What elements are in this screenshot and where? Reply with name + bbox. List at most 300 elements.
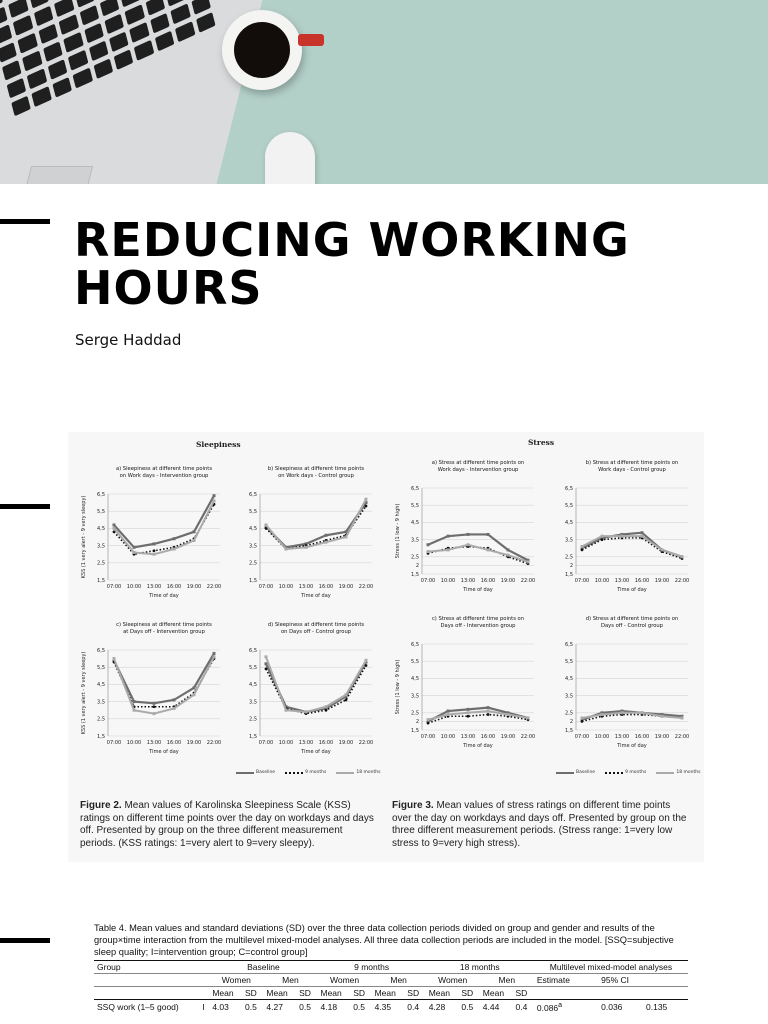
x-tick-label: 19:00: [654, 578, 670, 584]
data-point: [681, 716, 684, 719]
cell: 4.27: [266, 1001, 283, 1012]
series-line: [266, 503, 366, 548]
x-tick-label: 16:00: [480, 578, 496, 584]
x-tick-label: 13:00: [298, 740, 314, 746]
x-tick-label: 07:00: [106, 740, 122, 746]
legend-label: 18 months: [676, 770, 701, 775]
key-icon: [150, 13, 170, 34]
key-icon: [84, 23, 104, 44]
x-tick-label: 19:00: [654, 734, 670, 740]
data-point: [213, 499, 216, 502]
data-point: [581, 545, 584, 548]
cell: 4.03: [212, 1001, 229, 1012]
y-tick-label: 1,5: [565, 571, 573, 578]
data-point: [173, 698, 176, 701]
x-tick-label: 19:00: [186, 584, 202, 590]
results-table: [94, 960, 688, 1014]
x-tick-label: 22:00: [358, 740, 374, 746]
key-icon: [0, 42, 17, 63]
legend-right: [556, 770, 700, 775]
data-point: [133, 551, 136, 554]
line-chart: [228, 460, 378, 612]
x-tick-label: 19:00: [186, 740, 202, 746]
x-tick-label: 07:00: [258, 584, 274, 590]
cup-handle: [298, 34, 324, 46]
x-tick-label: 19:00: [338, 584, 354, 590]
data-point: [601, 538, 604, 541]
data-point: [153, 553, 156, 556]
series-line: [114, 657, 214, 714]
y-tick-label: 4,5: [249, 526, 257, 533]
y-axis-label: Stress (1 low - 9 high): [395, 659, 401, 715]
y-tick-label: 4,5: [565, 520, 573, 527]
chart-title: Days off - Intervention group: [440, 623, 516, 629]
y-tick-label: 5,5: [249, 509, 257, 515]
legend-item: [656, 770, 700, 775]
key-icon: [68, 50, 88, 71]
key-icon: [7, 78, 27, 99]
key-icon: [79, 5, 99, 26]
y-tick-label: 1,5: [411, 727, 419, 734]
x-tick-label: 13:00: [614, 578, 630, 584]
line-chart: [76, 616, 226, 768]
x-tick-label: 13:00: [460, 734, 476, 740]
series-line: [428, 546, 528, 563]
data-point: [487, 548, 490, 551]
legend-item: [556, 770, 595, 775]
table-header-row: [94, 987, 688, 1000]
data-point: [467, 711, 470, 714]
y-tick-label: 1,5: [411, 571, 419, 578]
data-point: [681, 555, 684, 558]
key-icon: [11, 95, 31, 116]
x-tick-label: 07:00: [258, 740, 274, 746]
y-tick-label: 1,5: [97, 733, 105, 740]
x-tick-label: 10:00: [440, 578, 456, 584]
cell: 0.4: [515, 1001, 528, 1012]
y-tick-label: 4,5: [411, 520, 419, 527]
key-icon: [134, 40, 154, 61]
data-point: [305, 710, 308, 713]
data-point: [113, 523, 116, 526]
cell: 0.5: [299, 1001, 311, 1012]
key-icon: [196, 12, 216, 33]
x-tick-label: 16:00: [166, 584, 182, 590]
data-point: [487, 533, 490, 536]
estimate-sup: a: [558, 1001, 563, 1009]
y-tick-label: 3,5: [97, 699, 105, 706]
legend-label: 9 months: [305, 770, 327, 775]
data-point: [365, 659, 368, 662]
y-tick-label: 2,5: [565, 554, 573, 561]
caption-text: Mean values of Karolinska Sleepiness Scale (KSS) ratings on different time points over the day on workdays and days off. Presented by group on the three different measurement periods. (KSS ratings: 1=very alert to 9=very sleepy).: [80, 800, 374, 849]
data-point: [113, 657, 116, 660]
key-icon: [171, 4, 191, 25]
x-tick-label: 16:00: [318, 584, 334, 590]
sleepiness-heading: Sleepiness: [196, 440, 241, 449]
y-tick-label: 2: [569, 719, 573, 726]
author-name: Serge Haddad: [75, 331, 182, 349]
x-tick-label: 10:00: [126, 584, 142, 590]
header-baseline: Baseline: [209, 961, 317, 974]
y-tick-label: 3,5: [565, 693, 573, 700]
data-point: [641, 711, 644, 714]
cell: 0.5: [353, 1001, 366, 1012]
data-point: [507, 548, 510, 551]
row-label: SSQ work (1–5 good): [97, 1001, 179, 1012]
header-stat: Mean: [318, 987, 351, 1000]
y-tick-label: 4,5: [411, 676, 419, 683]
header-gender: Women: [209, 974, 263, 987]
data-point: [305, 546, 308, 549]
x-tick-label: 16:00: [634, 734, 650, 740]
divider-line: [0, 219, 50, 224]
cell: 0.5: [461, 1001, 474, 1012]
x-tick-label: 13:00: [614, 734, 630, 740]
x-tick-label: 07:00: [574, 734, 590, 740]
x-tick-label: 19:00: [500, 578, 516, 584]
y-tick-label: 2: [415, 563, 419, 570]
chart-title: on Days off - Control group: [280, 629, 352, 635]
data-point: [427, 543, 430, 546]
data-point: [133, 546, 136, 549]
cell: 4.18: [320, 1001, 338, 1012]
data-point: [621, 711, 624, 714]
header-9-months: 9 months: [318, 961, 426, 974]
data-point: [285, 709, 288, 712]
y-tick-label: 3,5: [249, 543, 257, 550]
cell: 4.35: [374, 1001, 392, 1012]
legend-item: [236, 770, 275, 775]
stress-heading: Stress: [528, 438, 555, 447]
caption-text: Mean values of stress ratings on different time points over the day on workdays and days off. Presented by group on the three different measurement periods. (Stress range: 1=very low stress to 9=very high stress).: [392, 800, 687, 849]
data-point: [447, 713, 450, 716]
x-tick-label: 13:00: [460, 578, 476, 584]
x-tick-label: 10:00: [278, 740, 294, 746]
y-tick-label: 5,5: [565, 659, 573, 665]
key-icon: [22, 51, 42, 72]
y-tick-label: 2,5: [411, 710, 419, 717]
y-tick-label: 5,5: [411, 659, 419, 665]
ci-low: 0.036: [601, 1001, 623, 1012]
header-gender: Women: [318, 974, 372, 987]
data-point: [153, 705, 156, 708]
data-point: [581, 720, 584, 723]
y-tick-label: 6,5: [411, 641, 419, 648]
x-tick-label: 10:00: [440, 734, 456, 740]
data-point: [133, 700, 136, 703]
cell: 0.5: [245, 1001, 257, 1012]
x-tick-label: 10:00: [594, 734, 610, 740]
y-tick-label: 2,5: [249, 560, 257, 567]
chart-title: b) Sleepiness at different time points: [267, 466, 365, 472]
figure3-caption: [392, 800, 692, 850]
header-stat: Mean: [372, 987, 405, 1000]
line-chart: [544, 454, 694, 606]
chart-title: on Work days - Control group: [278, 473, 354, 479]
key-icon: [89, 41, 109, 62]
header-stat: Mean: [426, 987, 459, 1000]
header-stat: Mean: [263, 987, 296, 1000]
data-point: [661, 548, 664, 551]
data-point: [581, 549, 584, 552]
line-chart: [76, 460, 226, 612]
data-point: [601, 713, 604, 716]
data-point: [365, 664, 368, 667]
cell: 4.44: [482, 1001, 500, 1012]
data-point: [173, 537, 176, 540]
series-line: [428, 711, 528, 720]
chart-title: d) Stress at different time points on: [585, 616, 679, 622]
data-point: [153, 712, 156, 715]
data-point: [213, 655, 216, 658]
y-tick-label: 6,5: [565, 641, 573, 648]
y-axis-label: Stress (1 low - 9 high): [395, 503, 401, 559]
key-icon: [130, 22, 150, 43]
key-icon: [0, 24, 13, 45]
data-point: [447, 548, 450, 551]
key-icon: [18, 33, 38, 54]
data-point: [641, 531, 644, 534]
x-tick-label: 22:00: [674, 734, 690, 740]
series-line: [114, 501, 214, 554]
key-icon: [175, 21, 195, 42]
data-point: [487, 710, 490, 713]
key-icon: [59, 14, 79, 35]
x-tick-label: 16:00: [166, 740, 182, 746]
header-estimate: Estimate: [534, 974, 598, 987]
x-tick-label: 07:00: [106, 584, 122, 590]
x-tick-label: 22:00: [520, 734, 536, 740]
data-point: [153, 549, 156, 552]
y-axis-label: KSS (1 very alert - 9 very sleepy): [81, 651, 87, 735]
data-point: [265, 655, 268, 658]
header-ci: 95% CI: [598, 974, 688, 987]
data-point: [621, 535, 624, 538]
legend-item: [336, 770, 380, 775]
header-stat: SD: [242, 987, 263, 1000]
chart-title: c) Stress at different time points on: [431, 616, 525, 622]
y-tick-label: 2,5: [411, 554, 419, 561]
page-title: REDUCING WORKING HOURS: [74, 213, 630, 315]
header-18-months: 18 months: [426, 961, 534, 974]
x-axis-label: Time of day: [463, 587, 493, 593]
x-tick-label: 19:00: [338, 740, 354, 746]
line-chart: [228, 616, 378, 768]
legend-label: Baseline: [256, 770, 276, 775]
data-point: [173, 548, 176, 551]
chart-title: on Work days - Intervention group: [119, 473, 209, 479]
data-point: [345, 698, 348, 701]
keyboard-icon: [0, 0, 224, 147]
data-point: [427, 718, 430, 721]
key-icon: [54, 0, 74, 17]
key-icon: [48, 59, 68, 80]
x-axis-label: Time of day: [463, 743, 493, 749]
x-tick-label: 07:00: [420, 578, 436, 584]
key-icon: [32, 86, 52, 107]
header-stat: SD: [350, 987, 371, 1000]
data-point: [581, 716, 584, 719]
key-icon: [109, 31, 129, 52]
key-icon: [73, 68, 93, 89]
header-stat: SD: [512, 987, 533, 1000]
estimate-value: 0.086: [536, 1002, 559, 1013]
x-tick-label: 22:00: [674, 578, 690, 584]
estimate-cell: [534, 1000, 598, 1014]
y-tick-label: 2: [569, 563, 573, 570]
y-tick-label: 6,5: [249, 647, 257, 654]
x-tick-label: 10:00: [126, 740, 142, 746]
y-tick-label: 6,5: [565, 485, 573, 492]
y-tick-label: 3,5: [565, 537, 573, 544]
x-tick-label: 07:00: [420, 734, 436, 740]
y-tick-label: 5,5: [97, 665, 105, 671]
header-stat: Mean: [209, 987, 242, 1000]
line-chart: [390, 454, 540, 606]
data-point: [325, 534, 328, 537]
data-point: [193, 693, 196, 696]
legend-item: [605, 770, 646, 775]
x-axis-label: Time of day: [301, 593, 331, 599]
y-tick-label: 5,5: [565, 503, 573, 509]
data-point: [133, 709, 136, 712]
key-icon: [52, 77, 72, 98]
data-point: [507, 713, 510, 716]
key-icon: [93, 58, 113, 79]
chart-title: Work days - Control group: [598, 467, 666, 473]
data-point: [427, 722, 430, 725]
x-tick-label: 16:00: [634, 578, 650, 584]
y-tick-label: 4,5: [97, 526, 105, 533]
y-tick-label: 4,5: [249, 682, 257, 689]
data-point: [113, 527, 116, 530]
chart-title: b) Stress at different time points on: [585, 460, 679, 466]
x-axis-label: Time of day: [149, 593, 179, 599]
header-gender: Men: [480, 974, 534, 987]
key-icon: [2, 60, 22, 81]
chart-title: a) Stress at different time points on: [431, 460, 525, 466]
x-axis-label: Time of day: [617, 743, 647, 749]
x-axis-label: Time of day: [149, 749, 179, 755]
header-stat: SD: [404, 987, 425, 1000]
data-point: [285, 548, 288, 551]
key-icon: [155, 31, 175, 52]
header-stat: SD: [458, 987, 479, 1000]
key-icon: [125, 4, 145, 25]
header-gender: Men: [263, 974, 317, 987]
header-mixed-model: Multilevel mixed-model analyses: [534, 961, 688, 974]
data-point: [487, 713, 490, 716]
data-point: [345, 536, 348, 539]
key-icon: [38, 23, 58, 44]
divider-line: [0, 938, 50, 943]
legend-left: [236, 770, 380, 775]
results-table-block: [94, 922, 688, 1014]
data-point: [193, 539, 196, 542]
data-point: [325, 541, 328, 544]
x-tick-label: 13:00: [298, 584, 314, 590]
header-stat: Mean: [480, 987, 513, 1000]
y-tick-label: 3,5: [97, 543, 105, 550]
header-group: Group: [94, 961, 199, 974]
table-header-row: [94, 974, 688, 987]
y-tick-label: 6,5: [249, 491, 257, 498]
y-tick-label: 6,5: [97, 647, 105, 654]
data-point: [601, 535, 604, 538]
row-group: I: [202, 1001, 205, 1012]
ci-high: 0.135: [646, 1001, 668, 1012]
data-point: [365, 505, 368, 508]
data-point: [467, 715, 470, 718]
x-tick-label: 16:00: [480, 734, 496, 740]
data-point: [265, 523, 268, 526]
x-tick-label: 07:00: [574, 578, 590, 584]
chart-title: at Days off - Intervention group: [123, 629, 205, 635]
data-point: [467, 708, 470, 711]
y-tick-label: 2,5: [249, 716, 257, 723]
coffee-cup-icon: [222, 10, 302, 90]
y-tick-label: 3,5: [249, 699, 257, 706]
y-tick-label: 1,5: [249, 733, 257, 740]
chart-title: Work days - Intervention group: [437, 467, 519, 473]
data-point: [193, 686, 196, 689]
data-point: [265, 662, 268, 665]
legend-label: 9 months: [625, 770, 647, 775]
chart-title: a) Sleepiness at different time points: [115, 466, 213, 472]
x-tick-label: 22:00: [206, 584, 222, 590]
caption-label: Figure 3.: [392, 800, 434, 811]
x-tick-label: 10:00: [594, 578, 610, 584]
data-point: [467, 533, 470, 536]
y-tick-label: 4,5: [97, 682, 105, 689]
y-tick-label: 2,5: [565, 710, 573, 717]
table-caption: Table 4. Mean values and standard deviations (SD) over the three data collection periods divided on group and gender and results of the group×time interaction from the multilevel mixed-model analyses. All three data collection periods are included in the model. [SSQ=subjective sleep quality; I=intervention group; C=control group]: [94, 923, 674, 957]
legend-label: 18 months: [356, 770, 381, 775]
y-tick-label: 2,5: [97, 716, 105, 723]
x-tick-label: 22:00: [206, 740, 222, 746]
data-point: [213, 494, 216, 497]
cell: 0.4: [407, 1001, 420, 1012]
data-point: [345, 693, 348, 696]
x-axis-label: Time of day: [617, 587, 647, 593]
y-tick-label: 2,5: [97, 560, 105, 567]
line-chart: [390, 610, 540, 762]
y-tick-label: 5,5: [411, 503, 419, 509]
x-axis-label: Time of day: [301, 749, 331, 755]
y-tick-label: 5,5: [249, 665, 257, 671]
legend-label: Baseline: [576, 770, 596, 775]
header-stat: SD: [296, 987, 317, 1000]
data-point: [213, 652, 216, 655]
data-point: [467, 543, 470, 546]
x-tick-label: 10:00: [278, 584, 294, 590]
x-tick-label: 13:00: [146, 584, 162, 590]
trackpad: [26, 166, 93, 184]
data-point: [325, 705, 328, 708]
key-icon: [34, 6, 54, 27]
key-icon: [27, 68, 47, 89]
key-icon: [13, 15, 33, 36]
header-gender: Men: [372, 974, 426, 987]
data-point: [527, 560, 530, 563]
data-point: [641, 535, 644, 538]
data-point: [661, 715, 664, 718]
key-icon: [114, 49, 134, 70]
data-point: [153, 702, 156, 705]
y-tick-label: 4,5: [565, 676, 573, 683]
data-point: [265, 668, 268, 671]
